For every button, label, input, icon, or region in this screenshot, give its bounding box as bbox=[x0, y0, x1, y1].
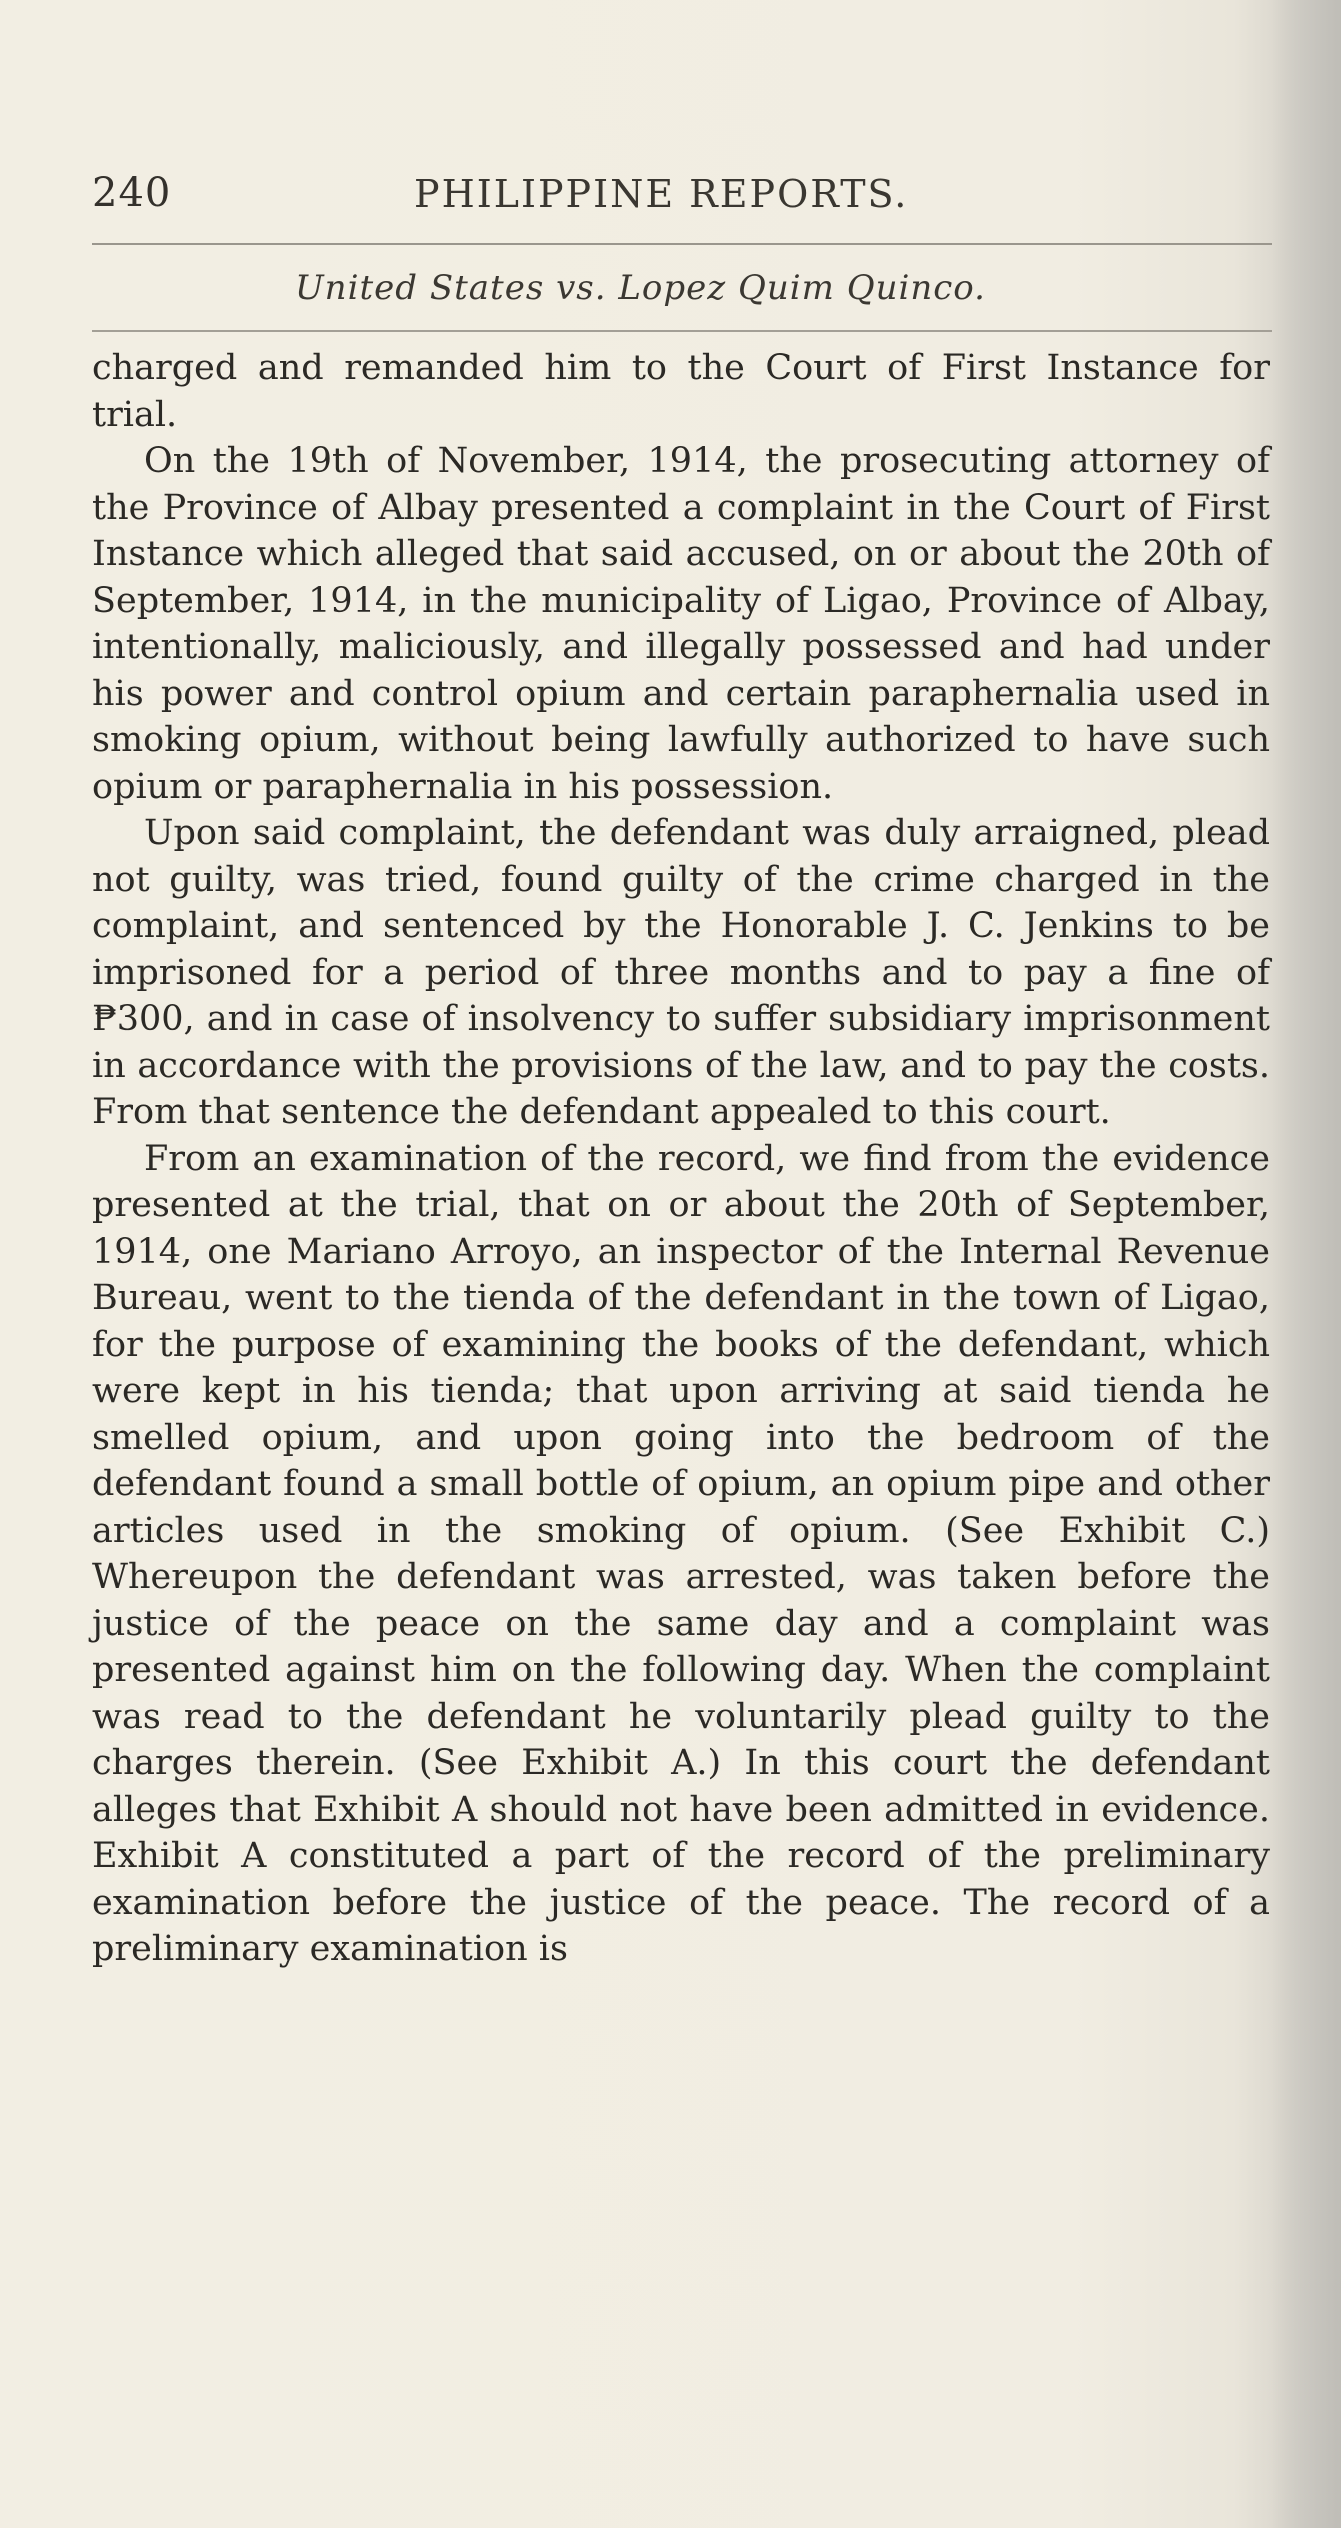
paragraph: On the 19th of November, 1914, the prosecuting attorney of the Province of Albay presented a complaint in the Court of First Instance which alleged that said accused, on or about the 20th of September, 1914, in the municipality of Ligao, Province of Albay, intentionally, maliciously, and illegally possessed and had under his power and control opium and certain paraphernalia used in smoking opium, without being lawfully authorized to have such opium or paraphernalia in his possession. bbox=[92, 441, 1270, 807]
header-rule bbox=[92, 243, 1272, 245]
running-title: PHILIPPINE REPORTS. bbox=[414, 172, 909, 216]
body-text bbox=[92, 345, 1270, 1973]
paragraph: From an examination of the record, we find from the evidence presented at the trial, that on or about the 20th of September, 1914, one Mariano Arroyo, an inspector of the Internal Revenue Bureau, went to the tienda of the defendant in the town of Ligao, for the purpose of examining the books of the defendant, which were kept in his tienda; that upon arriving at said tienda he smelled opium, and upon going into the bedroom of the defendant found a small bottle of opium, an opium pipe and other articles used in the smoking of opium. (See Exhibit C.) Whereupon the defendant was arrested, was taken before the justice of the peace on the same day and a complaint was presented against him on the following day. When the complaint was read to the defendant he voluntarily plead guilty to the charges therein. (See Exhibit A.) In this court the defendant alleges that Exhibit A should not have been admitted in evidence. Exhibit A constituted a part of the record of the preliminary examination before the justice of the peace. The record of a preliminary examination is bbox=[92, 1138, 1270, 1969]
paragraph: charged and remanded him to the Court of First Instance for trial. bbox=[92, 348, 1270, 435]
case-title: United States vs. Lopez Quim Quinco. bbox=[295, 268, 986, 308]
case-title-rule bbox=[92, 330, 1272, 332]
page-number: 240 bbox=[92, 170, 172, 216]
page-header bbox=[92, 170, 1272, 230]
page-edge-shadow bbox=[1271, 0, 1341, 2528]
paragraph: Upon said complaint, the defendant was duly arraigned, plead not guilty, was tried, found guilty of the crime charged in the complaint, and sentenced by the Honorable J. C. Jenkins to be imprisoned for a period of three months and to pay a fine of ₱300, and in case of insolvency to suffer subsidiary imprisonment in accordance with the provisions of the law, and to pay the costs. From that sentence the defendant appealed to this court. bbox=[92, 813, 1270, 1132]
